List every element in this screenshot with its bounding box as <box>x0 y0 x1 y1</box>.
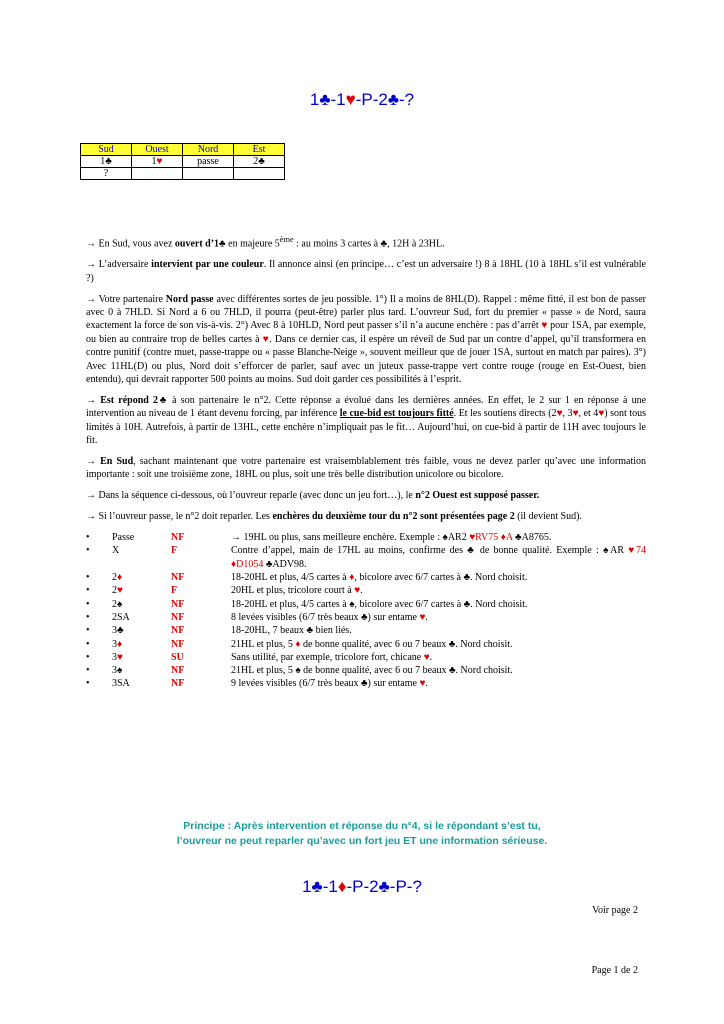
text-bold: intervient par une couleur <box>151 259 264 271</box>
title-part: -1 <box>322 877 338 896</box>
text: . Il annonce ainsi (en principe… c’est un adversaire !) 8 à 18HL (10 à 18HL s’il est vulnérable ?) <box>86 259 646 284</box>
text: , 3 <box>562 408 573 420</box>
bullet: • <box>86 611 90 623</box>
club-icon: ♣ <box>378 877 390 896</box>
text-bold: enchères du deuxième tour du n°2 sont présentées page 2 <box>272 511 515 523</box>
cell-est-1 <box>234 156 285 168</box>
heart-icon: ♥ <box>354 585 361 597</box>
diamond-icon: ♦ <box>349 572 355 584</box>
title-part: -? <box>399 90 415 109</box>
header-nord: Nord <box>183 144 234 156</box>
heart-holding: ♥74 <box>628 545 646 557</box>
spade-icon: ♠ <box>117 598 123 610</box>
main-text <box>86 233 646 691</box>
club-icon: ♣ <box>105 156 112 167</box>
header-est: Est <box>234 144 285 156</box>
diamond-icon: ♦ <box>117 638 123 650</box>
text-bold: ouvert d’1♣ <box>174 238 226 250</box>
club-icon: ♣ <box>117 625 124 637</box>
title-part: -P-? <box>389 877 422 896</box>
text: . Et les soutiens directs (2 <box>453 408 557 420</box>
bid <box>112 651 123 664</box>
cell-ouest-2 <box>132 168 183 180</box>
bid-tag: NF <box>171 532 185 544</box>
bid-level: 2 <box>112 572 117 584</box>
list-item <box>86 611 646 624</box>
bid-description <box>231 584 363 597</box>
bullet: • <box>86 532 90 544</box>
cell-nord-1: passe <box>183 156 234 168</box>
bid-level: 2 <box>253 156 259 167</box>
spade-icon: ♠ <box>295 665 301 677</box>
text: . <box>360 585 363 597</box>
header-ouest: Ouest <box>132 144 183 156</box>
bidding-row-1 <box>81 156 285 168</box>
bid <box>112 624 124 637</box>
bid-description <box>231 611 428 624</box>
heart-holding: ♥RV75 <box>469 532 501 544</box>
text: . <box>425 678 428 690</box>
bid <box>112 571 122 584</box>
bid-tag: NF <box>171 611 185 623</box>
paragraph-intervention <box>86 258 646 285</box>
header-sud: Sud <box>81 144 132 156</box>
bullet: • <box>86 572 90 584</box>
text: 8 levées visibles (6/7 très beaux ♣) sur entame <box>231 611 420 623</box>
text-bold: En Sud <box>100 456 134 468</box>
heart-icon: ♥ <box>156 156 163 167</box>
bid-level: 2 <box>112 585 117 597</box>
club-icon: ♣ <box>258 156 265 167</box>
text: à son partenaire le n°2. Cette réponse a évolué dans les dernières années. En effet, le 2 sur 1 en réponse à une intervention au niveau de 1 étant devenu forcing, par inférence <box>86 394 647 420</box>
bid <box>112 584 123 597</box>
cell-nord-2 <box>183 168 234 180</box>
heart-icon: ♥ <box>556 408 563 420</box>
text: pour 1SA, par exemple, ou bien au contraire trop de belles cartes à <box>86 320 647 345</box>
text: 18-20HL et plus, 4/5 cartes à <box>231 572 350 584</box>
text: 9 levées visibles (6/7 très beaux ♣) sur entame <box>231 678 420 690</box>
diamond-icon: ♦ <box>295 638 301 650</box>
bidding-table <box>80 143 285 180</box>
paragraph-north-pass <box>86 293 646 387</box>
list-item <box>86 584 646 597</box>
spade-holding: ♠AR2 <box>442 532 470 544</box>
paragraph-opening <box>86 233 646 251</box>
heart-icon: ♥ <box>423 651 430 663</box>
heart-icon: ♥ <box>419 678 426 690</box>
text: . <box>425 611 428 623</box>
bid-level: 3 <box>112 638 117 650</box>
text-bold: Est répond 2♣ <box>100 394 168 406</box>
bid-description <box>231 651 432 664</box>
bid-description <box>231 624 352 637</box>
text: → Dans la séquence ci-dessous, où l’ouvreur reparle (avec donc un jeu fort…), le <box>86 490 416 502</box>
text: → <box>86 394 101 406</box>
text: , sachant maintenant que votre partenaire est vraisemblablement très faible, vous ne devez parler qu’avec une information importante : soit une troisième zone, 18HL ou plus, soit une très belle distribution unicolore ou bicolore. <box>86 456 646 481</box>
paragraph-east-response <box>86 394 646 448</box>
heart-icon: ♥ <box>419 611 426 623</box>
bid-tag: NF <box>171 678 185 690</box>
heart-icon: ♥ <box>598 408 605 420</box>
text: . <box>429 651 433 663</box>
list-item <box>86 624 646 637</box>
principle-line-2: l’ouvreur ne peut reparler qu’avec un fort jeu ET une information sérieuse. <box>176 834 548 847</box>
heart-icon: ♥ <box>117 585 123 597</box>
spade-holding: ♠AR <box>603 545 629 557</box>
club-icon: ♣ <box>319 90 331 109</box>
bid <box>112 664 122 677</box>
page-title <box>0 90 724 110</box>
club-icon: ♣ <box>311 877 323 896</box>
diamond-holding: ♦A <box>500 532 516 544</box>
heart-icon: ♥ <box>572 408 579 420</box>
principle-box <box>0 819 724 848</box>
bullet: • <box>86 585 90 597</box>
text: Contre d’appel, main de 17HL au moins, confirme des ♣ de bonne qualité. Exemple : <box>231 545 604 557</box>
diamond-holding: ♦D1054 <box>231 558 266 570</box>
bullet: • <box>86 665 90 677</box>
text: . Dans ce dernier cas, il espère un réveil de Sud par un contre d’appel, qu’il transformera en contre punitif (contre muet, passe-trappe ou « passe Blanche-Neige », souvent meilleur que de jouer 1SA, surtout en match par paires). 3°) Avec 11HL(D) ou plus, Nord doit s’efforcer de parler, sauf avec un juteux passe-trappe vert contre rouge (rouge en Est-Ouest, bien entendu), qui devrait rapporter 500 points au moins. Sud doit garder ces possibilités à l’esprit. <box>86 333 646 385</box>
text: Sans utilité, par exemple, tricolore fort, chicane <box>231 651 424 663</box>
heart-icon: ♥ <box>262 333 270 345</box>
text: de bonne qualité, avec 6 ou 7 beaux ♣. Nord choisit. <box>300 638 513 650</box>
bid-tag: NF <box>171 572 185 584</box>
bid: X <box>112 545 120 557</box>
text: , et 4 <box>578 408 599 420</box>
text: 20HL et plus, tricolore court à <box>231 585 355 597</box>
bid-level: 1 <box>151 156 157 167</box>
title-part: 1 <box>309 90 320 109</box>
bid-level: 3 <box>112 625 117 637</box>
bid <box>112 611 130 624</box>
text-underlined: le cue-bid est toujours fitté <box>339 408 454 420</box>
spade-icon: ♠ <box>349 598 355 610</box>
bid-description <box>231 638 513 651</box>
bid-list <box>86 531 646 691</box>
paragraph-sequence <box>86 489 646 502</box>
cell-est-2 <box>234 168 285 180</box>
bid-level: 3 <box>112 665 117 677</box>
title-part: -P-2 <box>355 90 388 109</box>
text: 21HL et plus, 5 <box>231 665 296 677</box>
principle-line-1: Principe : Après intervention et réponse du n°4, si le répondant s’est tu, <box>183 820 541 832</box>
bid <box>112 677 130 690</box>
superscript: ème <box>279 235 294 244</box>
title-part: -1 <box>330 90 346 109</box>
text: avec différentes sortes de jeu possible. 1°) Il a moins de 8HL(D). Rappel : même fitté, il est bon de passer avec 0 à 7HLD. Si Nord a 6 ou 7HLD, il pourra (peut-être) parler plus tard. L’ouvreur Sud, fort du premier « passe » de Nord, saura exactement la force de son vis-à-vis. 2°) Avec 8 à 10HLD, Nord peut passer s’il n’a aucune enchère : pas d’arrêt <box>86 293 646 332</box>
list-item <box>86 571 646 584</box>
paragraph-south <box>86 455 646 482</box>
club-holding: ♣A8765. <box>515 532 552 544</box>
bid-description <box>231 571 527 584</box>
list-item <box>86 598 646 611</box>
text: 18-20HL, 7 beaux ♣ bien liés. <box>231 625 352 637</box>
text-bold: n°2 Ouest est supposé passer. <box>415 490 540 502</box>
list-item <box>86 651 646 664</box>
spade-icon: ♠ <box>117 665 123 677</box>
bid-tag: NF <box>171 598 185 610</box>
text: 18-20HL et plus, 4/5 cartes à <box>231 598 350 610</box>
text: , bicolore avec 6/7 cartes à ♣. Nord choisit. <box>354 572 528 584</box>
bid-tag: F <box>171 545 178 557</box>
bid-tag: NF <box>171 625 185 637</box>
second-sequence-title <box>0 877 724 897</box>
cell-sud-2: ? <box>81 168 132 180</box>
cell-ouest-1 <box>132 156 183 168</box>
bullet: • <box>86 678 90 690</box>
bullet: • <box>86 545 90 557</box>
heart-icon: ♥ <box>117 651 123 663</box>
text: → En Sud, vous avez <box>86 238 175 250</box>
bid-description <box>231 544 646 571</box>
bid-description <box>231 677 428 690</box>
bullet: • <box>86 625 90 637</box>
bidding-table-header <box>81 144 285 156</box>
bid-description <box>231 598 527 611</box>
bid-tag: F <box>171 585 178 597</box>
cell-sud-1 <box>81 156 132 168</box>
bid: Passe <box>112 532 135 544</box>
bid-tag: NF <box>171 638 185 650</box>
bid-level: 2SA <box>112 611 130 623</box>
bid-description <box>231 531 551 544</box>
title-part: -P-2 <box>346 877 379 896</box>
text-bold: Nord passe <box>165 293 214 305</box>
paragraph-opener-pass <box>86 510 646 523</box>
list-item <box>86 544 646 571</box>
text: 21HL et plus, 5 <box>231 638 296 650</box>
bid-tag: NF <box>171 665 185 677</box>
text: → L’adversaire <box>86 259 152 271</box>
text: en majeure 5 <box>225 238 280 250</box>
text: : au moins 3 cartes à ♣, 12H à 23HL. <box>293 238 445 250</box>
text: ) sont tous limités à 10H. Autrefois, à partir de 13HL, cette enchère n’impliquait pas le fit… Aujourd’hui, on cue-bid à partir de 11H avec toujours le fit. <box>86 408 647 447</box>
list-item <box>86 664 646 677</box>
bid-level: 1 <box>100 156 106 167</box>
bid-level: 2 <box>112 598 117 610</box>
list-item <box>86 677 646 690</box>
text: → Si l’ouvreur passe, le n°2 doit reparler. Les <box>86 511 273 523</box>
bid-tag: SU <box>171 651 184 663</box>
see-page-reference: Voir page 2 <box>592 905 638 916</box>
diamond-icon: ♦ <box>117 572 123 584</box>
bullet: • <box>86 598 90 610</box>
text: , bicolore avec 6/7 cartes à ♣. Nord choisit. <box>354 598 528 610</box>
club-holding: ♣ADV98. <box>265 558 307 570</box>
text: → <box>86 456 101 468</box>
bullet: • <box>86 638 90 650</box>
title-part: 1 <box>302 877 312 896</box>
heart-icon: ♥ <box>541 320 548 332</box>
club-icon: ♣ <box>387 90 399 109</box>
diamond-icon: ♦ <box>337 877 347 896</box>
bid-level: 3SA <box>112 678 130 690</box>
bid-description <box>231 664 513 677</box>
text: de bonne qualité, avec 6 ou 7 beaux ♣. Nord choisit. <box>300 665 513 677</box>
bid-level: 3 <box>112 651 117 663</box>
text: → Votre partenaire <box>86 293 166 305</box>
bullet: • <box>86 651 90 663</box>
heart-icon: ♥ <box>345 90 356 109</box>
bid <box>112 638 122 651</box>
page-number: Page 1 de 2 <box>591 965 638 976</box>
bidding-row-2 <box>81 168 285 180</box>
text: (il devient Sud). <box>514 511 582 523</box>
list-item <box>86 531 646 544</box>
list-item <box>86 638 646 651</box>
text: → 19HL ou plus, sans meilleure enchère. Exemple : <box>231 532 443 544</box>
bid <box>112 598 122 611</box>
